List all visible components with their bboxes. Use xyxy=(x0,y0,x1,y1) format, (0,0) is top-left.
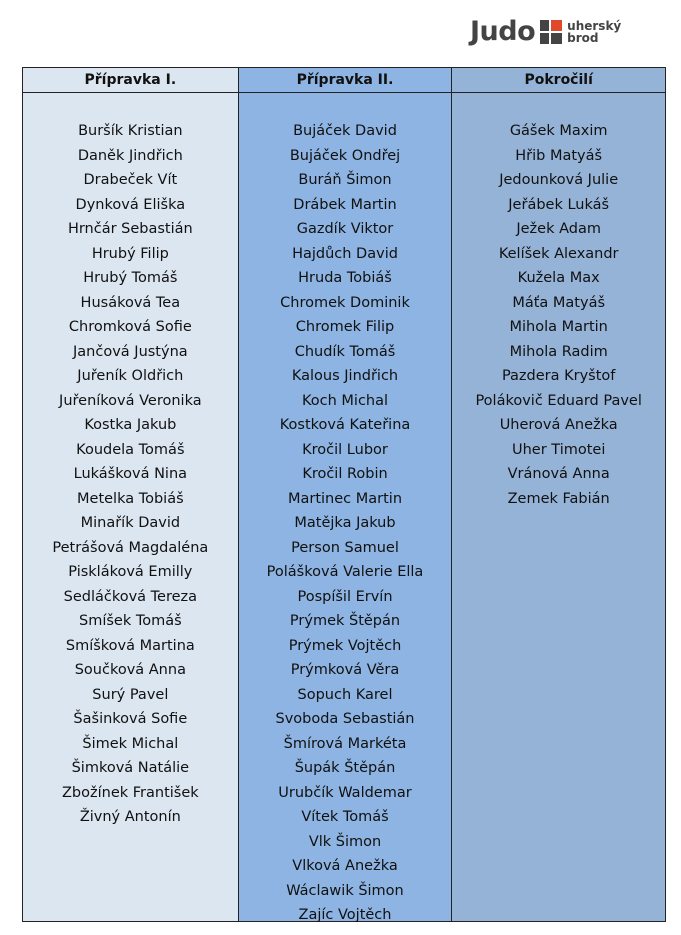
member-name: Vítek Tomáš xyxy=(301,809,389,825)
member-name: Hřib Matyáš xyxy=(515,147,603,164)
logo-line-1: uherský xyxy=(567,18,622,33)
member-name: Bujáček David xyxy=(293,123,397,139)
member-name: Máťa Matyáš xyxy=(512,294,606,311)
column-pripravka-1 xyxy=(23,68,239,921)
member-name: Prýmková Věra xyxy=(290,662,400,678)
member-name: Matějka Jakub xyxy=(294,515,396,531)
member-name: Mihola Radim xyxy=(509,343,608,360)
member-name: Jeřábek Lukáš xyxy=(508,196,610,213)
member-name: Hrubý Tomáš xyxy=(83,270,178,286)
member-name: Kostková Kateřina xyxy=(279,417,411,433)
member-name: Hruda Tobiáš xyxy=(298,270,392,286)
column-pokrocili xyxy=(452,68,666,921)
member-name: Minařík David xyxy=(80,515,181,531)
member-name: Polášková Valerie Ella xyxy=(266,564,424,580)
member-name: Kročil Lubor xyxy=(302,441,388,458)
member-name: Chromek Dominik xyxy=(280,294,410,311)
member-name: Zemek Fabián xyxy=(507,490,610,507)
column-heading: Přípravka II. xyxy=(239,68,452,93)
member-name: Chromková Sofie xyxy=(68,319,192,335)
member-name: Martinec Martin xyxy=(287,490,403,507)
column-heading: Přípravka I. xyxy=(23,68,238,93)
roster-table xyxy=(22,67,666,922)
column-pripravka-2 xyxy=(239,68,453,921)
member-name: Vlk Šimon xyxy=(308,833,382,850)
member-name: Kostka Jakub xyxy=(84,417,177,433)
member-name: Kročil Robin xyxy=(302,466,388,482)
member-name: Svoboda Sebastián xyxy=(275,711,415,727)
member-name: Koch Michal xyxy=(301,392,389,409)
logo-line-2: brod xyxy=(567,30,599,45)
member-name: Lukášková Nina xyxy=(73,466,188,482)
member-name: Buráň Šimon xyxy=(298,172,392,188)
member-name: Chromek Filip xyxy=(295,319,395,335)
member-name: Buršík Kristian xyxy=(78,123,183,139)
member-name: Pazdera Kryštof xyxy=(501,368,616,384)
member-name: Pospíšil Ervín xyxy=(297,588,393,605)
member-name: Chudík Tomáš xyxy=(294,343,396,360)
club-logo xyxy=(470,18,621,45)
logo-mark-icon xyxy=(540,20,562,44)
member-name: Jančová Justýna xyxy=(73,343,188,360)
member-name: Kelíšek Alexandr xyxy=(498,245,619,262)
name-list xyxy=(239,93,452,928)
member-name: Hrnčár Sebastián xyxy=(67,221,193,237)
member-name: Živný Antonín xyxy=(79,809,181,825)
member-name: Uher Timotei xyxy=(511,441,606,458)
name-list xyxy=(23,93,238,830)
member-name: Bujáček Ondřej xyxy=(289,147,401,164)
member-name: Polákovič Eduard Pavel xyxy=(475,392,642,409)
member-name: Kalous Jindřich xyxy=(291,368,399,384)
member-name: Vlková Anežka xyxy=(292,858,398,874)
member-name: Prýmek Štěpán xyxy=(289,613,401,629)
member-name: Daněk Jindřich xyxy=(77,147,183,164)
member-name: Zajíc Vojtěch xyxy=(298,907,392,923)
member-name: Uherová Anežka xyxy=(499,417,618,433)
member-name: Metelka Tobiáš xyxy=(77,490,184,507)
member-name: Juřeník Oldřich xyxy=(77,368,184,384)
member-name: Husáková Tea xyxy=(80,294,181,311)
member-name: Šmírová Markéta xyxy=(283,735,407,752)
member-name: Gazdík Viktor xyxy=(296,221,394,237)
member-name: Zbožínek František xyxy=(61,784,199,801)
member-name: Vránová Anna xyxy=(507,466,610,482)
member-name: Šupák Štěpán xyxy=(294,760,396,776)
column-heading: Pokročilí xyxy=(452,68,665,93)
member-name: Petrášová Magdaléna xyxy=(52,539,209,556)
member-name: Prýmek Vojtěch xyxy=(288,637,402,654)
member-name: Ježek Adam xyxy=(516,221,601,237)
member-name: Mihola Martin xyxy=(509,319,608,335)
member-name: Šimek Michal xyxy=(82,735,179,752)
name-list xyxy=(452,93,665,511)
member-name: Wáclawik Šimon xyxy=(286,882,404,899)
member-name: Kužela Max xyxy=(517,270,600,286)
member-name: Drábek Martin xyxy=(293,196,397,213)
member-name: Gášek Maxim xyxy=(509,123,608,139)
logo-word: Judo xyxy=(470,16,536,47)
member-name: Drabeček Vít xyxy=(83,172,178,188)
member-name: Sopuch Karel xyxy=(297,686,393,703)
member-name: Piskláková Emilly xyxy=(68,564,193,580)
member-name: Součková Anna xyxy=(74,662,186,678)
member-name: Sedláčková Tereza xyxy=(63,588,198,605)
member-name: Hajdůch David xyxy=(292,245,398,262)
member-name: Jedounková Julie xyxy=(499,172,619,188)
logo-subtitle xyxy=(567,20,621,44)
member-name: Person Samuel xyxy=(291,539,399,556)
member-name: Hrubý Filip xyxy=(91,245,169,262)
member-name: Juřeníková Veronika xyxy=(59,392,202,409)
member-name: Koudela Tomáš xyxy=(76,441,185,458)
member-name: Dynková Eliška xyxy=(75,196,186,213)
member-name: Šimková Natálie xyxy=(71,760,190,776)
member-name: Urubčík Waldemar xyxy=(278,784,412,801)
member-name: Šašinková Sofie xyxy=(73,711,188,727)
member-name: Smíšková Martina xyxy=(65,637,195,654)
member-name: Smíšek Tomáš xyxy=(79,613,182,629)
member-name: Surý Pavel xyxy=(92,686,169,703)
